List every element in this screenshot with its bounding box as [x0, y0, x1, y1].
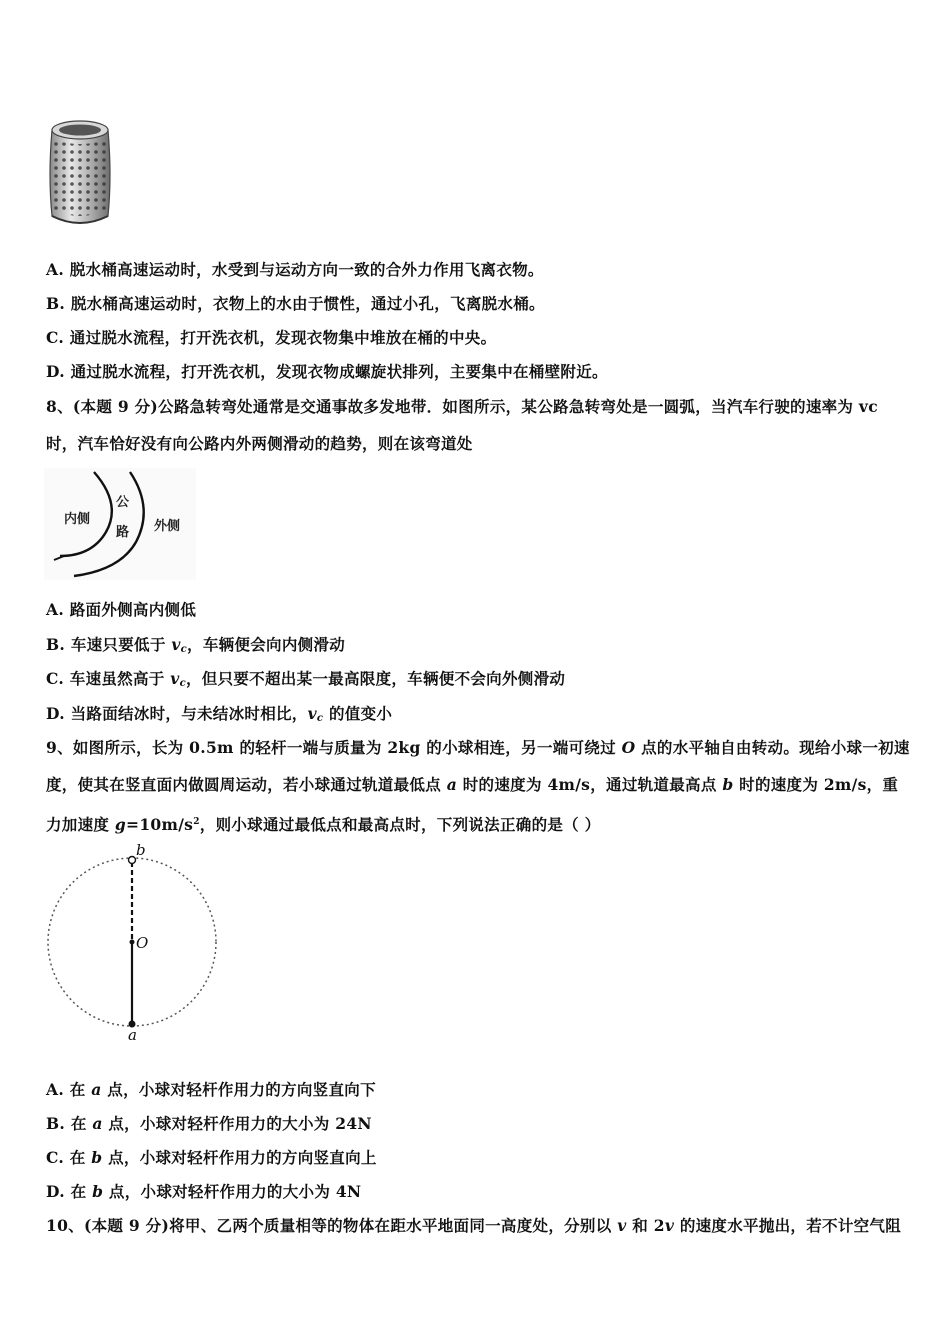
label-road-2: 路: [116, 525, 130, 540]
q9-option-b: B. 在 a 点，小球对轻杆作用力的大小为 24N: [46, 1114, 372, 1133]
q8-stem-line1: 8、(本题 9 分)公路急转弯处通常是交通事故多发地带．如图所示，某公路急转弯处是一圆弧，当汽车行驶的速率为 vc: [46, 397, 878, 416]
q8-option-c: C. 车速虽然高于 $v_c$，但只要不超出某一最高限度，车辆便不会向外侧滑动: [46, 669, 566, 689]
ball-b: [129, 857, 136, 864]
q8-option-d: D. 当路面结冰时，与未结冰时相比，$v_c$ 的值变小: [46, 704, 393, 724]
q7-option-b: B. 脱水桶高速运动时，衣物上的水由于惯性，通过小孔，飞离脱水桶。: [46, 294, 545, 313]
q9-stem-line2: 度，使其在竖直面内做圆周运动，若小球通过轨道最低点 a 时的速度为 4m/s，通过轨道最高点 b 时的速度为 2m/s，重: [46, 775, 899, 794]
q8-stem-line2: 时，汽车恰好没有向公路内外两侧滑动的趋势，则在该弯道处: [46, 434, 473, 453]
label-road-1: 公: [116, 495, 130, 510]
q8-option-b: B. 车速只要低于 $v_c$，车辆便会向内侧滑动: [46, 635, 346, 655]
label-b: b: [136, 842, 146, 859]
q8-option-a: A. 路面外侧高内侧低: [46, 600, 197, 619]
q10-stem-line1: 10、(本题 9 分)将甲、乙两个质量相等的物体在距水平地面同一高度处，分别以 v 和 2v 的速度水平抛出，若不计空气阻: [46, 1216, 902, 1235]
q9-stem-line3: 力加速度 $g=10m/s^2$，则小球通过最低点和最高点时，下列说法正确的是（ ）: [46, 815, 601, 834]
q7-option-d: D. 通过脱水流程，打开洗衣机，发现衣物成螺旋状排列，主要集中在桶壁附近。: [46, 362, 608, 381]
label-o: O: [136, 934, 149, 952]
label-a: a: [128, 1026, 137, 1044]
q9-stem-line1: 9、如图所示，长为 0.5m 的轻杆一端与质量为 2kg 的小球相连，另一端可绕过 O 点的水平轴自由转动。现给小球一初速: [46, 738, 910, 757]
q7-option-a: A. 脱水桶高速运动时，水受到与运动方向一致的合外力作用飞离衣物。: [46, 260, 544, 279]
road-curve-figure: [44, 468, 196, 580]
dryer-drum-figure: [44, 116, 116, 232]
pivot-o: [130, 940, 135, 945]
q9-option-d: D. 在 b 点，小球对轻杆作用力的大小为 4N: [46, 1182, 362, 1201]
q9-option-c: C. 在 b 点，小球对轻杆作用力的方向竖直向上: [46, 1148, 377, 1167]
label-inner-side: 内侧: [64, 512, 91, 527]
vertical-circle-figure: [44, 842, 224, 1044]
label-outer-side: 外侧: [154, 519, 181, 534]
q7-option-c: C. 通过脱水流程，打开洗衣机，发现衣物集中堆放在桶的中央。: [46, 328, 497, 347]
q9-option-a: A. 在 a 点，小球对轻杆作用力的方向竖直向下: [46, 1080, 376, 1099]
